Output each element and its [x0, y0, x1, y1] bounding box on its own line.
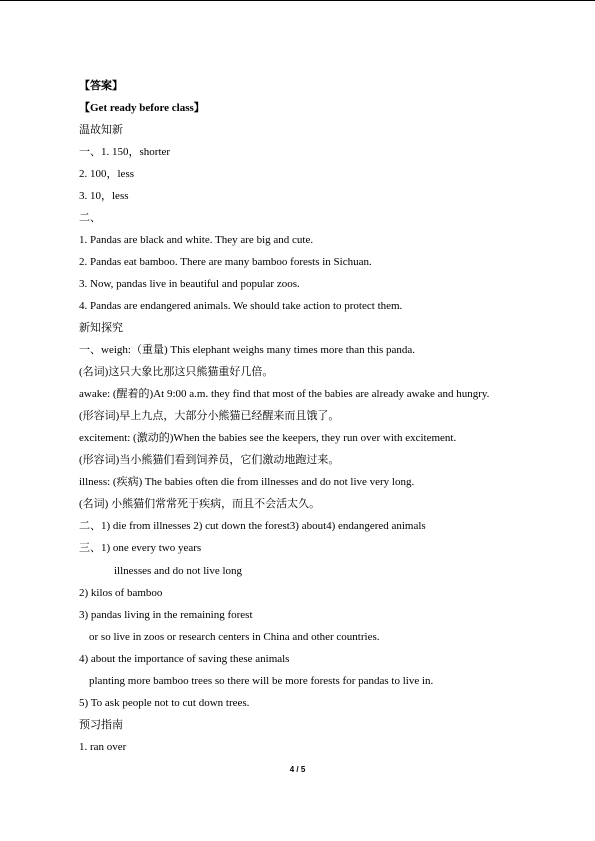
answer-line: 2. 100，less: [79, 168, 134, 180]
subsection-heading: 温故知新: [79, 124, 123, 136]
section-heading: 【Get ready before class】: [79, 102, 205, 114]
answer-line: (名词) 小熊猫们常常死于疾病，而且不会活太久。: [79, 498, 321, 510]
answer-line: 5) To ask people not to cut down trees.: [79, 697, 250, 709]
answer-line: 2. Pandas eat bamboo. There are many bamboo forests in Sichuan.: [79, 256, 372, 268]
answer-line: or so live in zoos or research centers in China and other countries.: [89, 631, 380, 643]
answer-line: (名词)这只大象比那这只熊猫重好几倍。: [79, 366, 274, 378]
subsection-heading: 新知探究: [79, 322, 123, 334]
top-rule: [0, 0, 595, 1]
answer-line: 1. Pandas are black and white. They are big and cute.: [79, 234, 314, 246]
answer-line: 2) kilos of bamboo: [79, 587, 163, 599]
answer-line: (形容词)当小熊猫们看到饲养员，它们激动地跑过来。: [79, 454, 340, 466]
answer-heading: 【答案】: [79, 80, 123, 92]
answer-line: (形容词)早上九点，大部分小熊猫已经醒来而且饿了。: [79, 410, 340, 422]
answer-line: 4. Pandas are endangered animals. We should take action to protect them.: [79, 300, 403, 312]
subsection-heading: 预习指南: [79, 719, 123, 731]
answer-line: 1. ran over: [79, 741, 127, 753]
answer-line: excitement: (激动的)When the babies see the keepers, they run over with excitement.: [79, 432, 457, 444]
answer-line: 二、: [79, 212, 101, 224]
answer-line: 3. 10，less: [79, 190, 129, 202]
answer-line: 一、weigh:（重量) This elephant weighs many times more than this panda.: [79, 344, 416, 356]
answer-line: 4) about the importance of saving these animals: [79, 653, 290, 665]
answer-line: 二、1) die from illnesses 2) cut down the forest3) about4) endangered animals: [79, 520, 426, 532]
answer-line: 3. Now, pandas live in beautiful and popular zoos.: [79, 278, 300, 290]
answer-line: awake: (醒着的)At 9:00 a.m. they find that most of the babies are already awake and hungry.: [79, 388, 490, 400]
answer-line: 一、1. 150，shorter: [79, 146, 171, 158]
answer-line: illness: (疾病) The babies often die from illnesses and do not live very long.: [79, 476, 415, 488]
answer-line: 三、1) one every two years: [79, 542, 202, 554]
answer-line: 3) pandas living in the remaining forest: [79, 609, 253, 621]
page-number: 4 / 5: [289, 765, 306, 774]
answer-line: planting more bamboo trees so there will be more forests for pandas to live in.: [89, 675, 434, 687]
answer-line: illnesses and do not live long: [114, 565, 243, 577]
